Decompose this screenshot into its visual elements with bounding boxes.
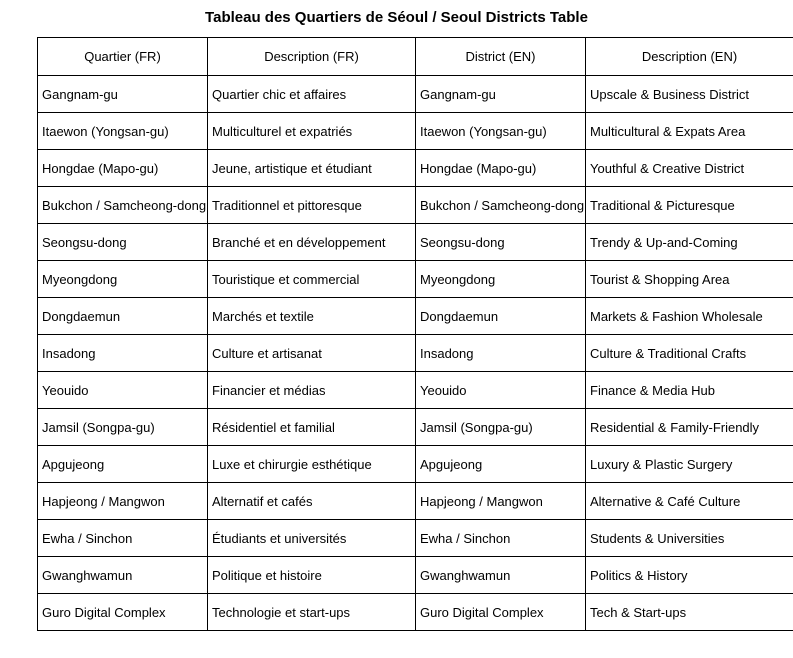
table-cell: Traditionnel et pittoresque [208, 187, 416, 224]
table-cell: Traditional & Picturesque [586, 187, 793, 224]
column-header-quartier-fr: Quartier (FR) [38, 38, 208, 76]
table-row [38, 261, 793, 298]
table-cell: Insadong [38, 335, 208, 372]
table-cell: Ewha / Sinchon [416, 520, 586, 557]
table-cell: Yeouido [416, 372, 586, 409]
table-cell: Alternatif et cafés [208, 483, 416, 520]
table-cell: Guro Digital Complex [416, 594, 586, 631]
table-cell: Quartier chic et affaires [208, 76, 416, 113]
table-cell: Jamsil (Songpa-gu) [38, 409, 208, 446]
table-cell: Gwanghwamun [416, 557, 586, 594]
table-cell: Financier et médias [208, 372, 416, 409]
table-cell: Culture et artisanat [208, 335, 416, 372]
table-cell: Youthful & Creative District [586, 150, 793, 187]
districts-table [37, 37, 793, 631]
table-cell: Bukchon / Samcheong-dong [416, 187, 586, 224]
table-cell: Multiculturel et expatriés [208, 113, 416, 150]
table-cell: Luxe et chirurgie esthétique [208, 446, 416, 483]
table-cell: Upscale & Business District [586, 76, 793, 113]
table-cell: Gangnam-gu [416, 76, 586, 113]
table-header-row [38, 38, 793, 76]
table-cell: Yeouido [38, 372, 208, 409]
table-cell: Tech & Start-ups [586, 594, 793, 631]
table-cell: Hapjeong / Mangwon [38, 483, 208, 520]
table-cell: Apgujeong [416, 446, 586, 483]
table-row [38, 483, 793, 520]
table-cell: Trendy & Up-and-Coming [586, 224, 793, 261]
table-cell: Hongdae (Mapo-gu) [416, 150, 586, 187]
table-cell: Dongdaemun [416, 298, 586, 335]
table-row [38, 446, 793, 483]
table-cell: Gwanghwamun [38, 557, 208, 594]
table-cell: Luxury & Plastic Surgery [586, 446, 793, 483]
table-cell: Étudiants et universités [208, 520, 416, 557]
table-row [38, 335, 793, 372]
table-cell: Jamsil (Songpa-gu) [416, 409, 586, 446]
table-cell: Technologie et start-ups [208, 594, 416, 631]
table-cell: Gangnam-gu [38, 76, 208, 113]
table-row [38, 187, 793, 224]
table-cell: Residential & Family-Friendly [586, 409, 793, 446]
table-cell: Alternative & Café Culture [586, 483, 793, 520]
column-header-description-en: Description (EN) [586, 38, 793, 76]
table-row [38, 520, 793, 557]
table-row [38, 150, 793, 187]
table-cell: Finance & Media Hub [586, 372, 793, 409]
table-cell: Ewha / Sinchon [38, 520, 208, 557]
table-cell: Branché et en développement [208, 224, 416, 261]
table-cell: Dongdaemun [38, 298, 208, 335]
table-row [38, 113, 793, 150]
table-cell: Seongsu-dong [38, 224, 208, 261]
table-cell: Marchés et textile [208, 298, 416, 335]
table-cell: Apgujeong [38, 446, 208, 483]
table-row [38, 298, 793, 335]
table-cell: Politique et histoire [208, 557, 416, 594]
table-cell: Hapjeong / Mangwon [416, 483, 586, 520]
table-cell: Politics & History [586, 557, 793, 594]
table-cell: Bukchon / Samcheong-dong [38, 187, 208, 224]
table-row [38, 409, 793, 446]
table-cell: Résidentiel et familial [208, 409, 416, 446]
table-row [38, 224, 793, 261]
table-row [38, 594, 793, 631]
table-row [38, 76, 793, 113]
table-cell: Markets & Fashion Wholesale [586, 298, 793, 335]
table-cell: Multicultural & Expats Area [586, 113, 793, 150]
table-cell: Itaewon (Yongsan-gu) [416, 113, 586, 150]
table-cell: Seongsu-dong [416, 224, 586, 261]
table-cell: Myeongdong [416, 261, 586, 298]
table-cell: Jeune, artistique et étudiant [208, 150, 416, 187]
table-cell: Myeongdong [38, 261, 208, 298]
page-title: Tableau des Quartiers de Séoul / Seoul Districts Table [205, 9, 588, 26]
table-row [38, 372, 793, 409]
table-cell: Touristique et commercial [208, 261, 416, 298]
column-header-description-fr: Description (FR) [208, 38, 416, 76]
table-cell: Culture & Traditional Crafts [586, 335, 793, 372]
table-row [38, 557, 793, 594]
table-cell: Hongdae (Mapo-gu) [38, 150, 208, 187]
table-cell: Itaewon (Yongsan-gu) [38, 113, 208, 150]
column-header-district-en: District (EN) [416, 38, 586, 76]
table-cell: Insadong [416, 335, 586, 372]
table-cell: Tourist & Shopping Area [586, 261, 793, 298]
table-cell: Guro Digital Complex [38, 594, 208, 631]
table-cell: Students & Universities [586, 520, 793, 557]
